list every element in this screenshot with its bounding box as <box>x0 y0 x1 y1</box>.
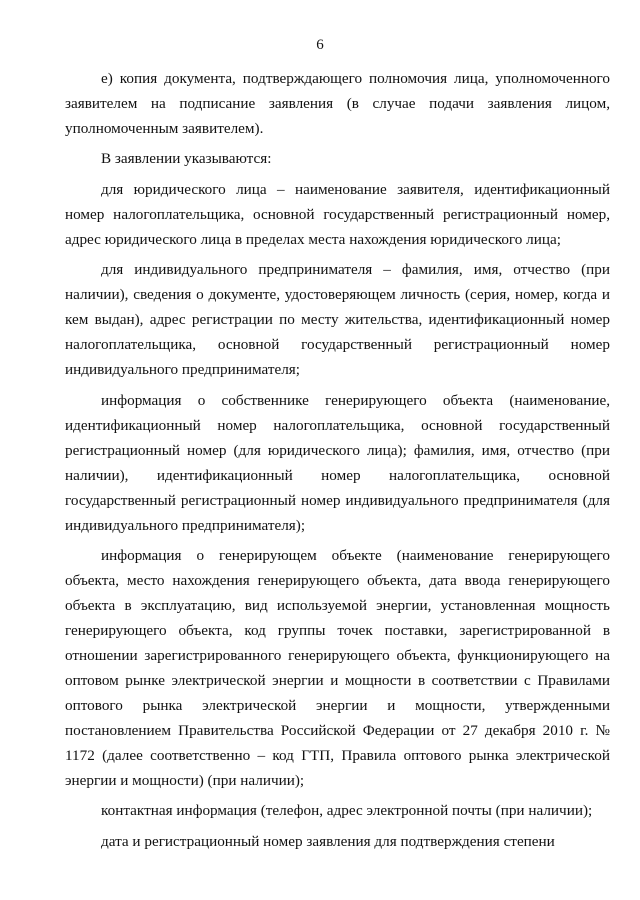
paragraph-contact-info: контактная информация (телефон, адрес электронной почты (при наличии); <box>101 802 593 820</box>
paragraph-generating-object-owner: информация о собственнике генерирующего объекта (наименование, идентификационный номер налогоплательщика, основной государственный регистрационный номер (для юридического лица); фамилия, имя, отчество (при наличии), идентификационный номер налогоплательщика, основной государственный регистрационный номер индивидуального предпринимателя (для индивидуального предпринимателя); <box>65 391 610 534</box>
document-body <box>65 66 610 859</box>
paragraph-application-date-number: дата и регистрационный номер заявления для подтверждения степени <box>101 832 555 850</box>
paragraph-generating-object-info: информация о генерирующем объекте (наименование генерирующего объекта, место нахождения генерирующего объекта, дата ввода генерирующего объекта в эксплуатацию, вид используемой энергии, установленная мощность генерирующего объекта, код группы точек поставки, зарегистрированной в отношении зарегистрированного генерирующего объекта, функционирующего на оптовом рынке электрической энергии и мощности в соответствии с Правилами оптового рынка электрической энергии и мощности, утвержденными постановлением Правительства Российской Федерации от 27 декабря 2010 г. № 1172 (далее соответственно – код ГТП, Правила оптового рынка электрической энергии и мощности) (при наличии); <box>65 546 610 789</box>
paragraph-item-e: е) копия документа, подтверждающего полномочия лица, уполномоченного заявителем на подписание заявления (в случае подачи заявления лицом, уполномоченным заявителем). <box>65 70 610 137</box>
paragraph-legal-entity: для юридического лица – наименование заявителя, идентификационный номер налогоплательщика, основной государственный регистрационный номер, адрес юридического лица в пределах места нахождения юридического лица; <box>65 180 610 248</box>
page-number: 6 <box>316 37 324 53</box>
paragraph-individual-entrepreneur: для индивидуального предпринимателя – фамилия, имя, отчество (при наличии), сведения о документе, удостоверяющем личность (серия, номер, когда и кем выдан), адрес регистрации по месту жительства, идентификационный номер налогоплательщика, основной государственный регистрационный номер индивидуального предпринимателя; <box>65 261 610 379</box>
paragraph-application-contents-heading: В заявлении указываются: <box>101 150 272 168</box>
